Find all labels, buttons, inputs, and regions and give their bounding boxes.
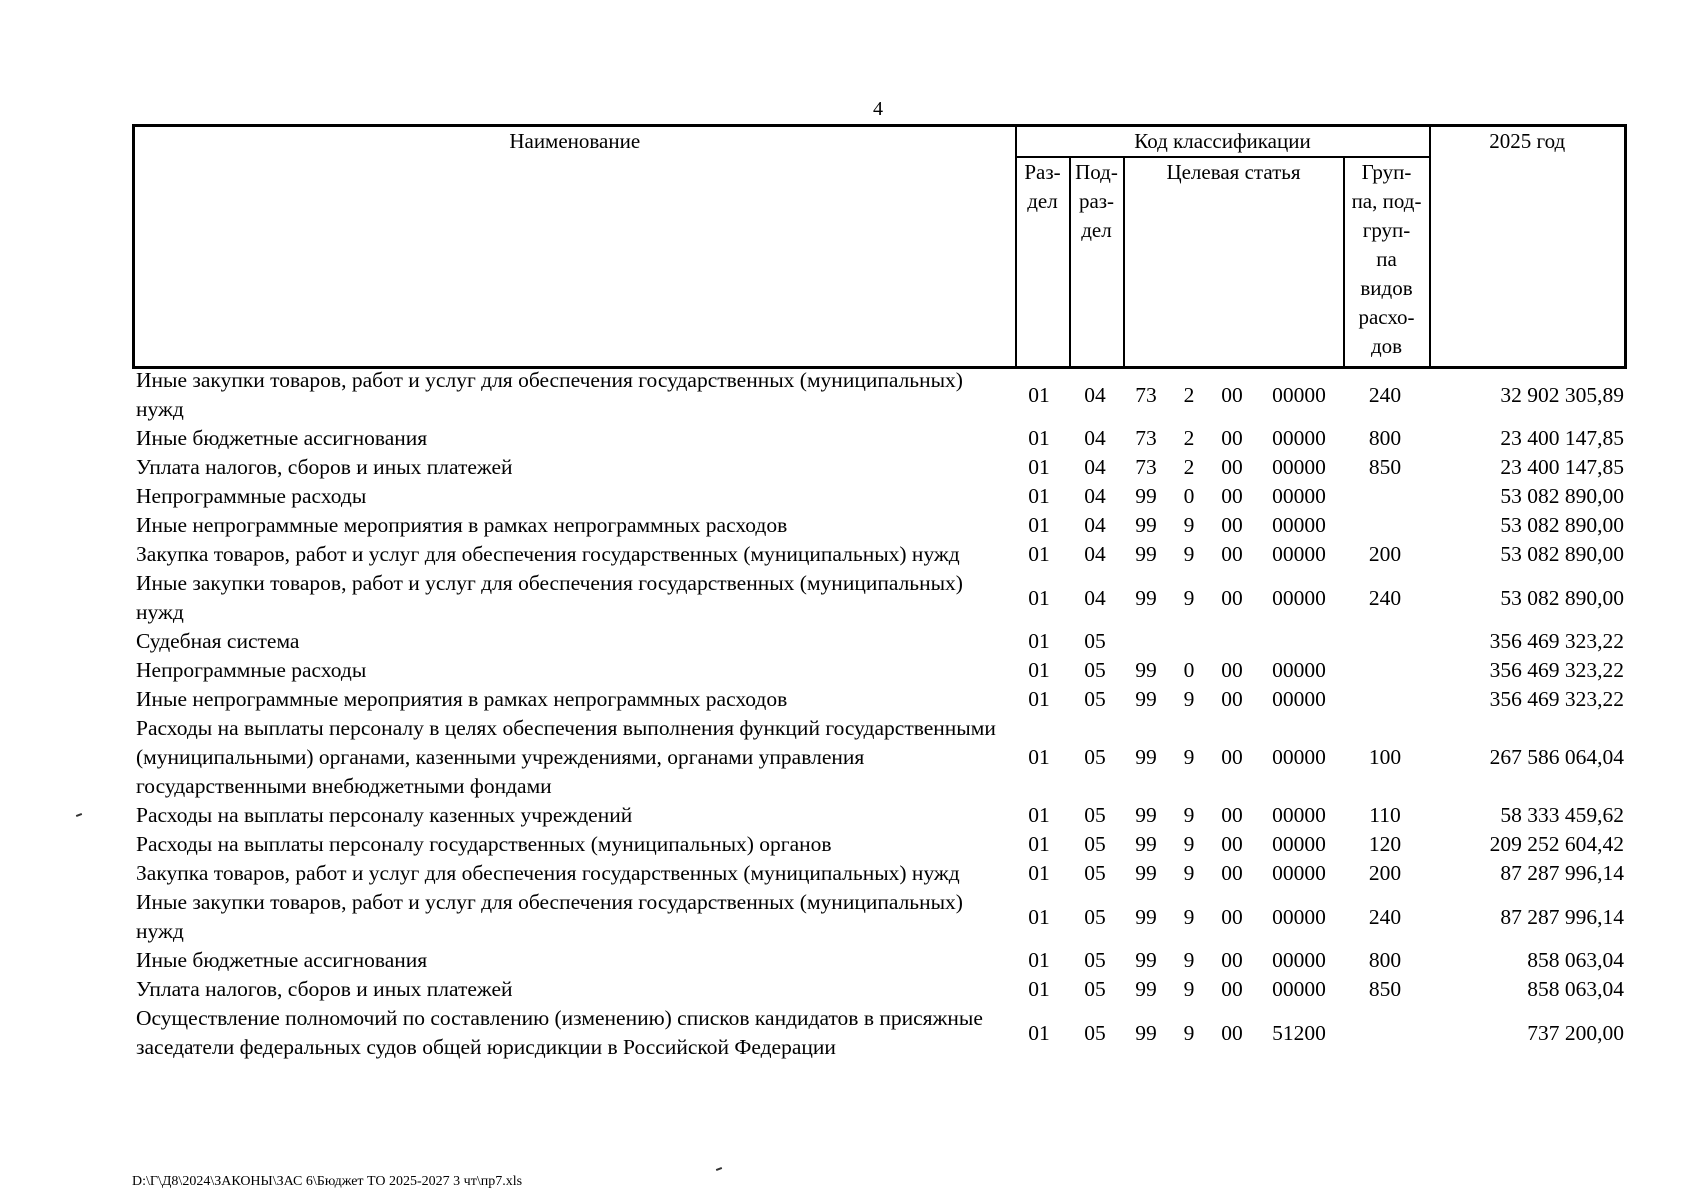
row-expense-type: 850 <box>1368 455 1402 479</box>
row-target-code: 00000 <box>1272 948 1326 972</box>
row-amount: 23 400 147,85 <box>1500 426 1624 450</box>
row-expense-type <box>1342 1004 1428 1062</box>
row-target-program: 73 <box>1135 382 1157 407</box>
row-target-program: 99 <box>1135 513 1157 537</box>
row-target-program: 73 <box>1135 426 1157 450</box>
row-name: Уплата налогов, сборов и иных платежей <box>136 977 513 1001</box>
row-section: 01 <box>1028 382 1050 407</box>
row-expense-type <box>1342 511 1428 540</box>
row-name: Иные непрограммные мероприятия в рамках непрограммных расходов <box>136 513 788 537</box>
row-subsection: 04 <box>1084 455 1106 479</box>
scan-speck <box>76 813 82 817</box>
row-target-subprogram: 9 <box>1183 745 1195 769</box>
row-name: Расходы на выплаты персоналу казенных учреждений <box>136 803 633 827</box>
row-section: 01 <box>1028 687 1050 711</box>
row-expense-type <box>1342 685 1428 714</box>
row-target-program: 99 <box>1135 948 1157 972</box>
row-section: 01 <box>1028 1020 1050 1045</box>
row-target-code: 00000 <box>1272 382 1326 407</box>
table-row <box>132 511 1628 540</box>
page-number: 4 <box>873 98 883 120</box>
row-target-subprogram: 2 <box>1183 382 1195 407</box>
row-target-direction: 00 <box>1221 585 1243 610</box>
row-target-direction: 00 <box>1221 904 1243 929</box>
row-subsection: 05 <box>1084 803 1106 827</box>
row-target-code: 00000 <box>1272 832 1326 856</box>
row-name: Расходы на выплаты персоналу в целях обеспечения выполнения функций государственными (муниципальными) органами, казенными учреждениями, органами управления государственными внебюджетными фондами <box>136 716 996 798</box>
row-target-subprogram: 9 <box>1183 1020 1195 1045</box>
header-code: Код классификации <box>1016 126 1430 158</box>
table-header <box>132 124 1627 369</box>
row-name: Закупка товаров, работ и услуг для обеспечения государственных (муниципальных) нужд <box>136 542 960 566</box>
row-expense-type: 110 <box>1369 803 1401 827</box>
row-name: Осуществление полномочий по составлению (изменению) списков кандидатов в присяжные заседатели федеральных судов общей юрисдикции в Российской Федерации <box>136 1006 983 1059</box>
row-section: 01 <box>1028 658 1050 682</box>
row-target-subprogram: 9 <box>1183 687 1195 711</box>
row-target-direction: 00 <box>1221 977 1243 1001</box>
budget-table <box>132 366 1628 1062</box>
row-amount: 209 252 604,42 <box>1489 832 1624 856</box>
table-row <box>132 540 1628 569</box>
row-target-code: 51200 <box>1272 1020 1326 1045</box>
row-name: Иные закупки товаров, работ и услуг для обеспечения государственных (муниципальных) нужд <box>136 571 963 624</box>
table-row <box>132 1004 1628 1062</box>
row-target-subprogram: 9 <box>1183 513 1195 537</box>
row-target-direction: 00 <box>1221 382 1243 407</box>
row-target-program: 99 <box>1135 745 1157 769</box>
row-name: Непрограммные расходы <box>136 484 367 508</box>
row-target-subprogram: 9 <box>1183 904 1195 929</box>
row-target-program: 99 <box>1135 977 1157 1001</box>
row-amount: 87 287 996,14 <box>1500 861 1624 885</box>
row-subsection: 04 <box>1084 585 1106 610</box>
file-path-footer: D:\Г\Д8\2024\ЗАКОНЫ\ЗАС 6\Бюджет ТО 2025-2027 3 чт\пр7.xls <box>132 1174 523 1189</box>
row-subsection: 05 <box>1084 948 1106 972</box>
row-subsection: 05 <box>1084 1020 1106 1045</box>
table-row <box>132 830 1628 859</box>
table-row <box>132 888 1628 946</box>
row-name: Иные закупки товаров, работ и услуг для обеспечения государственных (муниципальных) нужд <box>136 368 963 421</box>
row-subsection: 05 <box>1084 977 1106 1001</box>
row-expense-type <box>1342 482 1428 511</box>
table-row <box>132 859 1628 888</box>
row-section: 01 <box>1028 745 1050 769</box>
row-target-subprogram: 9 <box>1183 861 1195 885</box>
row-target-direction: 00 <box>1221 745 1243 769</box>
row-subsection: 04 <box>1084 484 1106 508</box>
row-name: Иные бюджетные ассигнования <box>136 948 428 972</box>
row-expense-type: 100 <box>1368 745 1402 769</box>
table-row <box>132 714 1628 801</box>
row-target-subprogram: 9 <box>1183 977 1195 1001</box>
row-subsection: 05 <box>1084 861 1106 885</box>
row-section: 01 <box>1028 484 1050 508</box>
row-name: Иные непрограммные мероприятия в рамках непрограммных расходов <box>136 687 788 711</box>
row-target-program: 99 <box>1135 904 1157 929</box>
header-section: Раз- дел <box>1016 157 1070 367</box>
row-expense-type: 800 <box>1368 426 1402 450</box>
row-target-code <box>1256 627 1342 656</box>
row-subsection: 04 <box>1084 542 1106 566</box>
row-target-code: 00000 <box>1272 513 1326 537</box>
row-section: 01 <box>1028 832 1050 856</box>
row-section: 01 <box>1028 977 1050 1001</box>
row-section: 01 <box>1028 542 1050 566</box>
row-target-program: 99 <box>1135 658 1157 682</box>
row-section: 01 <box>1028 948 1050 972</box>
row-target-subprogram: 2 <box>1183 455 1195 479</box>
row-target-direction: 00 <box>1221 861 1243 885</box>
row-target-program: 99 <box>1135 687 1157 711</box>
row-expense-type: 850 <box>1368 977 1402 1001</box>
row-target-direction: 00 <box>1221 513 1243 537</box>
row-target-program: 99 <box>1135 1020 1157 1045</box>
row-target-code: 00000 <box>1272 585 1326 610</box>
table-row <box>132 975 1628 1004</box>
row-expense-type: 240 <box>1368 382 1402 407</box>
row-target-subprogram: 0 <box>1183 658 1195 682</box>
table-row <box>132 569 1628 627</box>
row-target-subprogram <box>1170 627 1208 656</box>
row-amount: 53 082 890,00 <box>1500 585 1624 610</box>
row-name: Закупка товаров, работ и услуг для обеспечения государственных (муниципальных) нужд <box>136 861 960 885</box>
row-amount: 32 902 305,89 <box>1500 382 1624 407</box>
row-section: 01 <box>1028 629 1050 653</box>
row-target-program: 99 <box>1135 832 1157 856</box>
row-section: 01 <box>1028 426 1050 450</box>
row-amount: 58 333 459,62 <box>1500 803 1624 827</box>
header-expense-group: Груп- па, под- груп- па видов расхо- дов <box>1344 157 1430 367</box>
row-subsection: 05 <box>1084 832 1106 856</box>
row-name: Уплата налогов, сборов и иных платежей <box>136 455 513 479</box>
row-target-subprogram: 9 <box>1183 803 1195 827</box>
row-amount: 356 469 323,22 <box>1489 687 1624 711</box>
row-target-direction <box>1208 627 1256 656</box>
row-target-direction: 00 <box>1221 426 1243 450</box>
row-target-program: 99 <box>1135 861 1157 885</box>
row-target-direction: 00 <box>1221 658 1243 682</box>
row-amount: 858 063,04 <box>1527 977 1624 1001</box>
header-target-article: Целевая статья <box>1124 157 1344 367</box>
row-target-code: 00000 <box>1272 977 1326 1001</box>
row-target-direction: 00 <box>1221 542 1243 566</box>
row-expense-type: 800 <box>1368 948 1402 972</box>
row-target-direction: 00 <box>1221 687 1243 711</box>
row-amount: 356 469 323,22 <box>1489 629 1624 653</box>
row-target-subprogram: 9 <box>1183 542 1195 566</box>
row-target-direction: 00 <box>1221 484 1243 508</box>
header-name: Наименование <box>134 126 1016 368</box>
row-target-program <box>1122 627 1170 656</box>
row-expense-type <box>1342 656 1428 685</box>
row-subsection: 04 <box>1084 382 1106 407</box>
row-target-code: 00000 <box>1272 426 1326 450</box>
scan-speck <box>716 1167 722 1171</box>
row-target-code: 00000 <box>1272 745 1326 769</box>
row-target-program: 73 <box>1135 455 1157 479</box>
table-row <box>132 685 1628 714</box>
row-target-program: 99 <box>1135 484 1157 508</box>
row-target-direction: 00 <box>1221 803 1243 827</box>
row-target-program: 99 <box>1135 585 1157 610</box>
row-target-code: 00000 <box>1272 861 1326 885</box>
table-row <box>132 627 1628 656</box>
row-amount: 53 082 890,00 <box>1500 513 1624 537</box>
row-target-program: 99 <box>1135 803 1157 827</box>
row-expense-type: 200 <box>1368 861 1402 885</box>
row-target-direction: 00 <box>1221 948 1243 972</box>
table-row <box>132 453 1628 482</box>
row-subsection: 05 <box>1084 745 1106 769</box>
row-name: Иные бюджетные ассигнования <box>136 426 428 450</box>
row-target-code: 00000 <box>1272 542 1326 566</box>
row-target-code: 00000 <box>1272 484 1326 508</box>
row-subsection: 05 <box>1084 658 1106 682</box>
row-expense-type: 200 <box>1368 542 1402 566</box>
row-section: 01 <box>1028 803 1050 827</box>
row-subsection: 05 <box>1084 687 1106 711</box>
row-target-direction: 00 <box>1221 1020 1243 1045</box>
row-name: Иные закупки товаров, работ и услуг для обеспечения государственных (муниципальных) нужд <box>136 890 963 943</box>
row-amount: 737 200,00 <box>1527 1020 1624 1045</box>
table-row <box>132 482 1628 511</box>
table-row <box>132 801 1628 830</box>
table-row <box>132 366 1628 424</box>
row-target-direction: 00 <box>1221 832 1243 856</box>
row-section: 01 <box>1028 455 1050 479</box>
row-target-code: 00000 <box>1272 904 1326 929</box>
row-target-subprogram: 2 <box>1183 426 1195 450</box>
row-name: Судебная система <box>136 629 300 653</box>
row-target-subprogram: 9 <box>1183 585 1195 610</box>
row-amount: 53 082 890,00 <box>1500 484 1624 508</box>
row-target-program: 99 <box>1135 542 1157 566</box>
table-row <box>132 656 1628 685</box>
row-target-code: 00000 <box>1272 687 1326 711</box>
row-expense-type: 240 <box>1368 904 1402 929</box>
row-target-code: 00000 <box>1272 803 1326 827</box>
row-name: Непрограммные расходы <box>136 658 367 682</box>
row-amount: 23 400 147,85 <box>1500 455 1624 479</box>
row-amount: 267 586 064,04 <box>1489 745 1624 769</box>
row-target-subprogram: 0 <box>1183 484 1195 508</box>
table-row <box>132 424 1628 453</box>
row-section: 01 <box>1028 585 1050 610</box>
header-subsection: Под- раз- дел <box>1070 157 1124 367</box>
row-section: 01 <box>1028 904 1050 929</box>
row-target-code: 00000 <box>1272 455 1326 479</box>
row-section: 01 <box>1028 513 1050 537</box>
row-amount: 858 063,04 <box>1527 948 1624 972</box>
row-target-subprogram: 9 <box>1183 948 1195 972</box>
row-amount: 53 082 890,00 <box>1500 542 1624 566</box>
row-target-direction: 00 <box>1221 455 1243 479</box>
row-amount: 356 469 323,22 <box>1489 658 1624 682</box>
header-year: 2025 год <box>1430 126 1626 368</box>
row-name: Расходы на выплаты персоналу государственных (муниципальных) органов <box>136 832 832 856</box>
table-row <box>132 946 1628 975</box>
row-expense-type: 120 <box>1368 832 1402 856</box>
row-target-subprogram: 9 <box>1183 832 1195 856</box>
row-subsection: 05 <box>1084 904 1106 929</box>
row-expense-type: 240 <box>1368 585 1402 610</box>
row-amount: 87 287 996,14 <box>1500 904 1624 929</box>
row-target-code: 00000 <box>1272 658 1326 682</box>
row-subsection: 04 <box>1084 513 1106 537</box>
row-subsection: 05 <box>1084 629 1106 653</box>
row-section: 01 <box>1028 861 1050 885</box>
row-subsection: 04 <box>1084 426 1106 450</box>
row-expense-type <box>1342 627 1428 656</box>
